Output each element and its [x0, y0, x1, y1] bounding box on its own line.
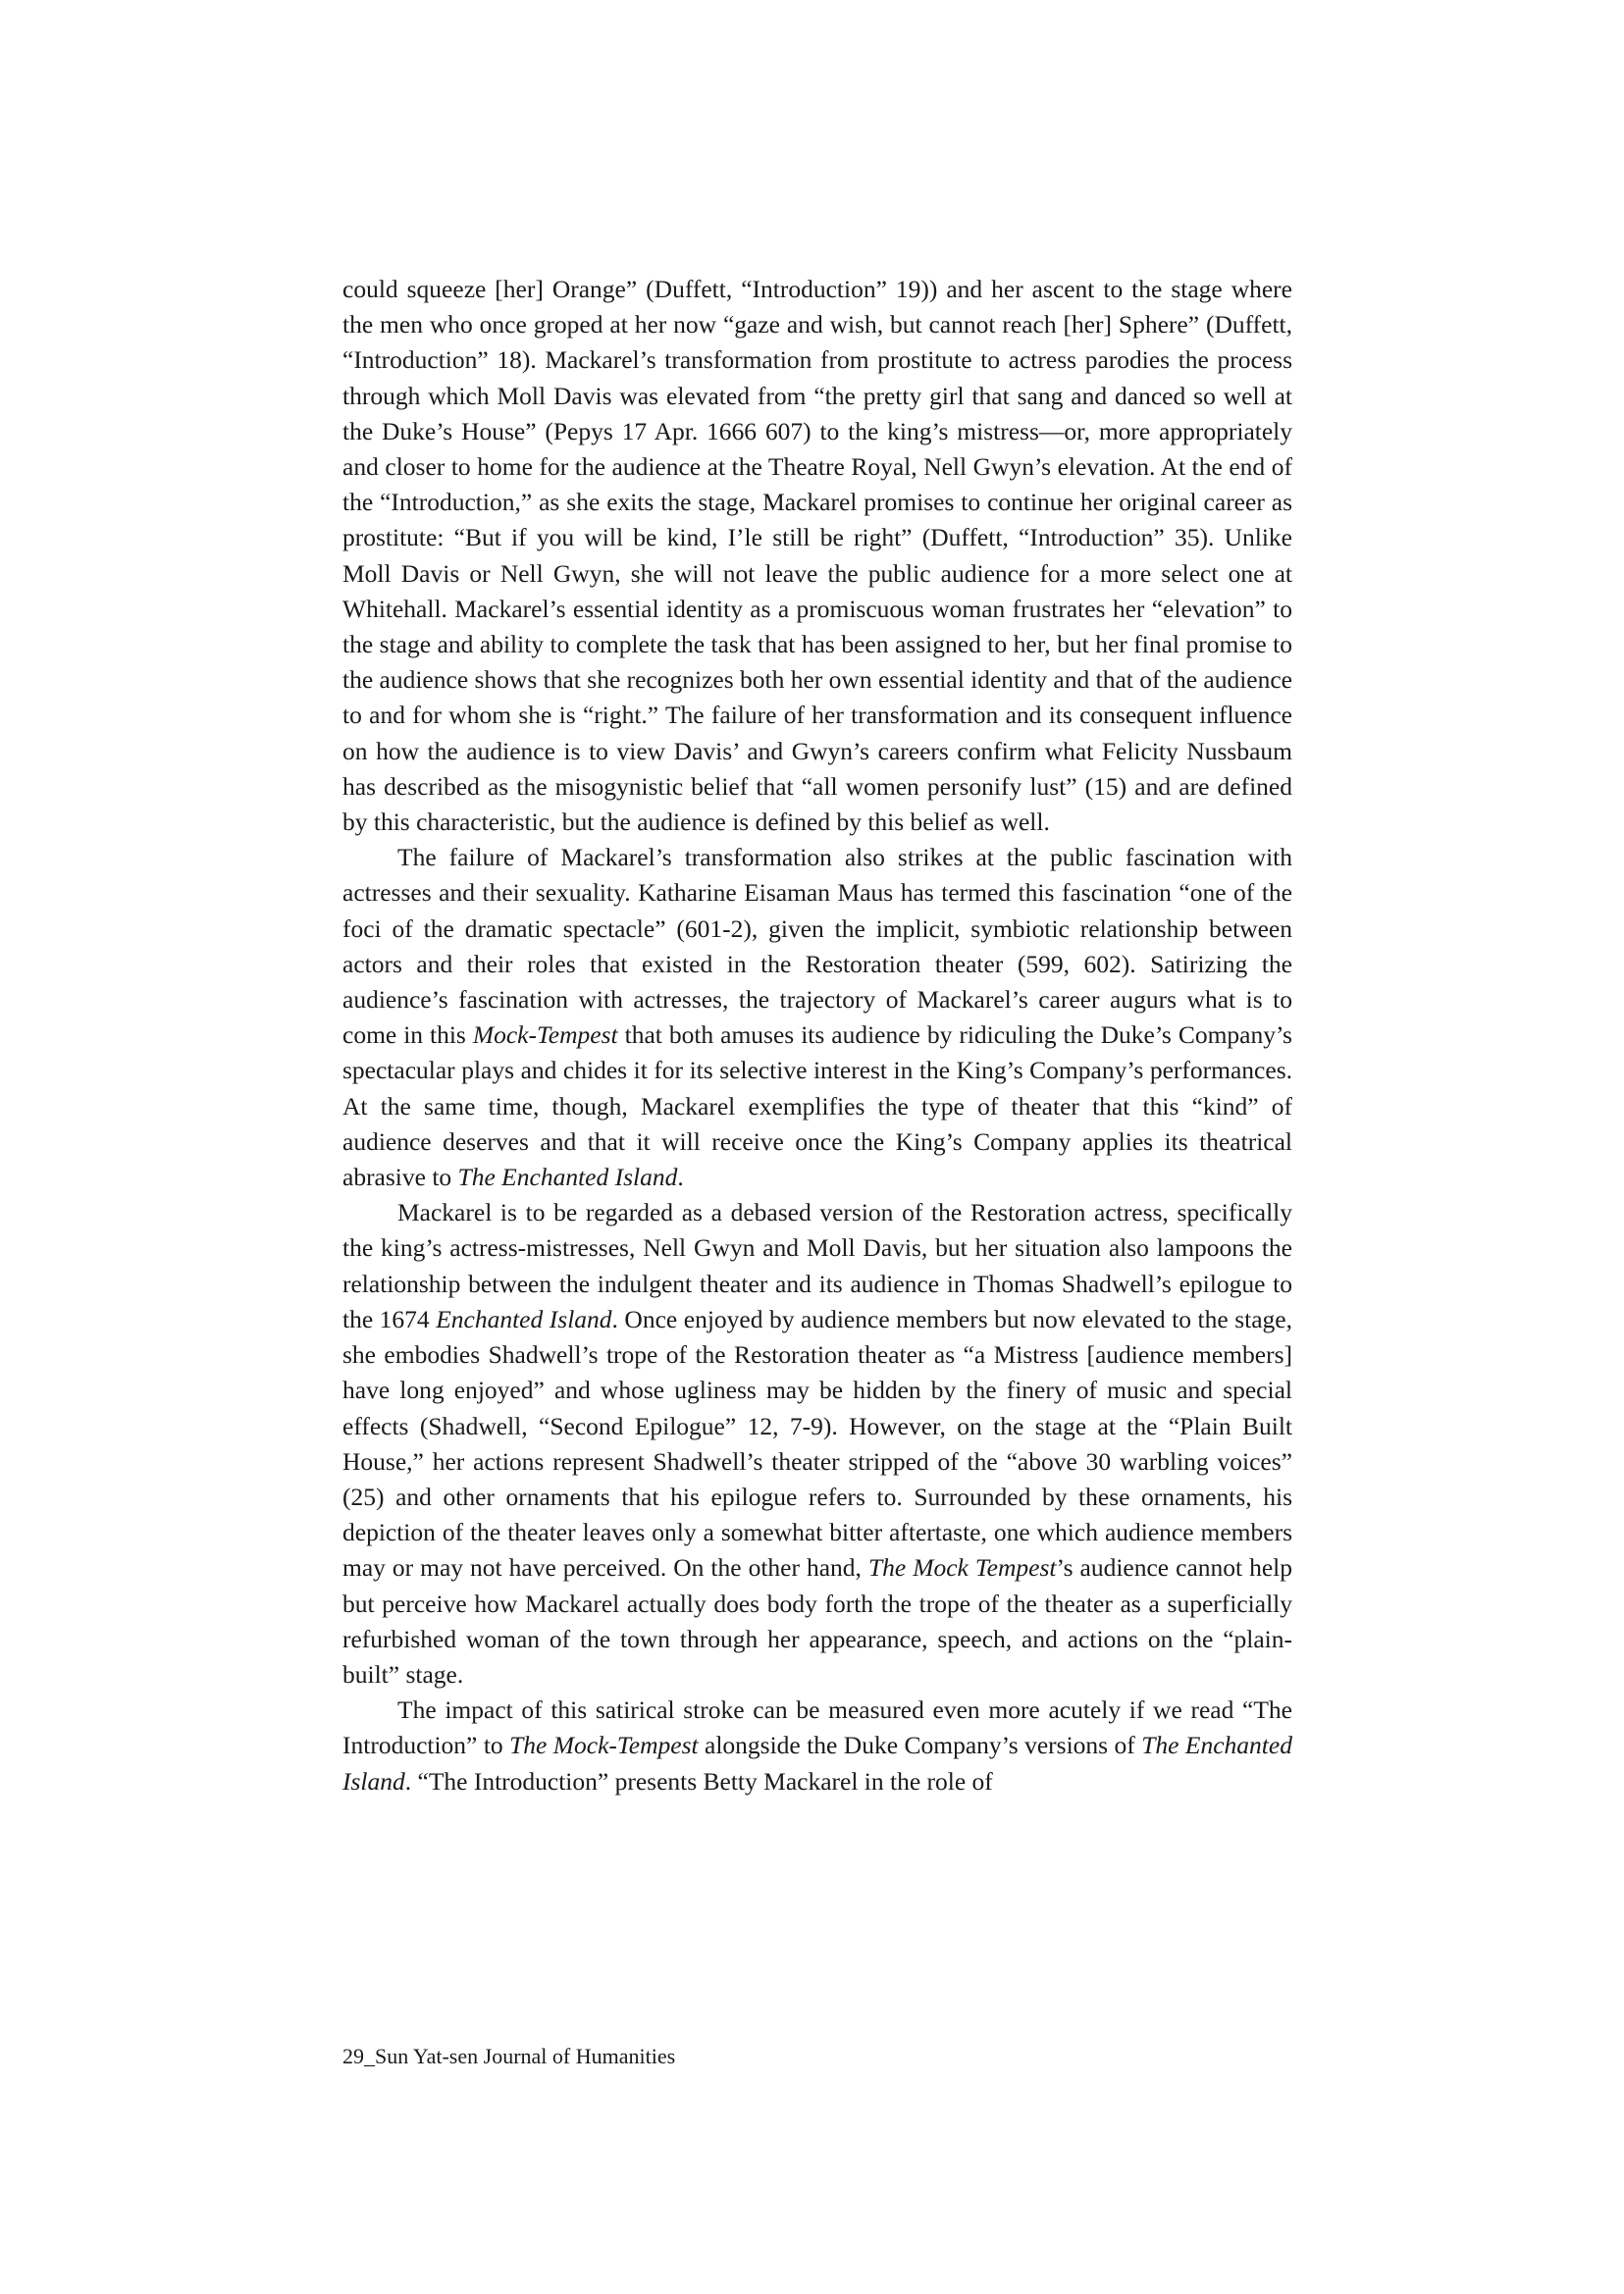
text-run: Mackarel is to be regarded as a debased version of the Restoration actress, specifically the king’s actress-mistresses, Nell Gwyn and Moll Davis, but her situation also lampoons the relationship between the indulgent theater and its audience in Thomas Shadwell’s epilogue to the 1674: [342, 1198, 1292, 1333]
page-footer: [342, 2043, 675, 2070]
text-run: .: [677, 1163, 684, 1192]
paragraph-1: [342, 272, 1292, 840]
paragraph-2: [342, 840, 1292, 1195]
italic-title: The Enchanted Island: [457, 1163, 678, 1192]
italic-title: Mock-Tempest: [472, 1020, 618, 1050]
italic-title: The Mock-Tempest: [509, 1731, 699, 1760]
text-run: The failure of Mackarel’s transformation also strikes at the public fascination with actresses and their sexuality. Katharine Eisaman Maus has termed this fascination “one of the foci of the dramatic spectacle” (601-2), given the implicit, symbiotic relationship between actors and their roles that existed in the Restoration theater (599, 602). Satirizing the audience’s fascination with actresses, the trajectory of Mackarel’s career augurs what is to come in this: [342, 843, 1292, 1050]
italic-title: Enchanted Island: [436, 1304, 612, 1333]
paragraph-4: [342, 1693, 1292, 1799]
text-run: ’s audience cannot help but perceive how Mackarel actually does body forth the trope of the theater as a superficially refurbished woman of the town through her appearance, speech, and actions on the “plain-built” stage.: [342, 1553, 1293, 1689]
text-run: . “The Introduction” presents Betty Mackarel in the role of: [404, 1766, 993, 1796]
text-run: . Once enjoyed by audience members but now elevated to the stage, she embodies Shadwell’s trope of the Restoration theater as “a Mistress [audience members] have long enjoyed” and whose ugliness may be hidden by the finery of music and special effects (Shadwell, “Second Epilogue” 12, 7-9). However, on the stage at the “Plain Built House,” her actions represent Shadwell’s theater stripped of the “above 30 warbling voices” (25) and other ornaments that his epilogue refers to. Surrounded by these ornaments, his depiction of the theater leaves only a somewhat bitter aftertaste, one which audience members may or may not have perceived. On the other hand,: [342, 1304, 1292, 1583]
text-run: alongside the Duke Company’s versions of: [698, 1731, 1142, 1760]
article-body: [342, 272, 1292, 1799]
paragraph-3: [342, 1195, 1292, 1693]
text-run: that both amuses its audience by ridiculing the Duke’s Company’s spectacular plays and chides it for its selective interest in the King’s Company’s performances. At the same time, though, Mackarel exemplifies the type of theater that this “kind” of audience deserves and that it will receive once the King’s Company applies its theatrical abrasive to: [342, 1020, 1292, 1192]
text-run: could squeeze [her] Orange” (Duffett, “Introduction” 19)) and her ascent to the stage where the men who once groped at her now “gaze and wish, but cannot reach [her] Sphere” (Duffett, “Introduction” 18). Mackarel’s transformation from prostitute to actress parodies the process through which Moll Davis was elevated from “the pretty girl that sang and danced so well at the Duke’s House” (Pepys 17 Apr. 1666 607) to the king’s mistress—or, more appropriately and closer to home for the audience at the Theatre Royal, Nell Gwyn’s elevation. At the end of the “Introduction,” as she exits the stage, Mackarel promises to continue her original career as prostitute: “But if you will be kind, I’le still be right” (Duffett, “Introduction” 35). Unlike Moll Davis or Nell Gwyn, she will not leave the public audience for a more select one at Whitehall. Mackarel’s essential identity as a promiscuous woman frustrates her “elevation” to the stage and ability to complete the task that has been assigned to her, but her final promise to the audience shows that she recognizes both her own essential identity and that of the audience to and for whom she is “right.” The failure of her transformation and its consequent influence on how the audience is to view Davis’ and Gwyn’s careers confirm what Felicity Nussbaum has described as the misogynistic belief that “all women personify lust” (15) and are defined by this characteristic, but the audience is defined by this belief as well.: [342, 275, 1292, 837]
italic-title: The Mock Tempest: [867, 1553, 1057, 1583]
italic-title: The Enchanted Island: [342, 1731, 1292, 1796]
text-run: The impact of this satirical stroke can be measured even more acutely if we read “The Introduction” to: [342, 1695, 1292, 1760]
page-number-journal-title: 29_Sun Yat-sen Journal of Humanities: [342, 2044, 676, 2068]
